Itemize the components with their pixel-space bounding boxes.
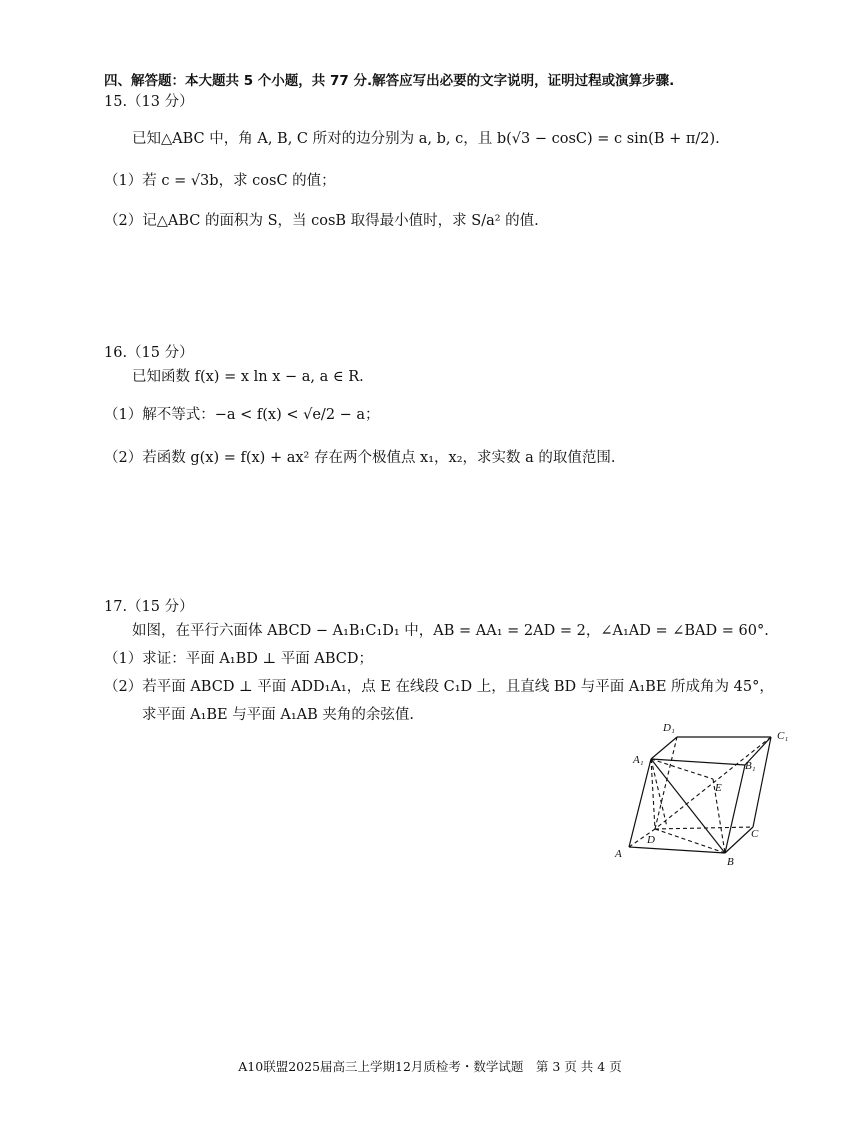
parallelepiped-figure xyxy=(605,715,815,875)
label-D1: D₁ xyxy=(663,722,675,734)
problem-15-part-1: （1）若 c = √3b，求 cosC 的值； xyxy=(104,173,336,189)
problem-16-stem: 已知函数 f(x) = x ln x − a, a ∈ R. xyxy=(132,369,364,385)
problem-15-number: 15.（13 分） xyxy=(104,94,194,110)
segment-C1-D xyxy=(655,737,771,829)
edge-A1-D1 xyxy=(651,737,677,759)
edge-D-C xyxy=(655,827,753,829)
problem-15-stem: 已知△ABC 中，角 A, B, C 所对的边分别为 a, b, c，且 b(√3 − cosC) = c sin(B + π/2). xyxy=(132,131,720,147)
edge-B-B1 xyxy=(725,765,745,853)
label-C: C xyxy=(751,828,759,840)
problem-17-number: 17.（15 分） xyxy=(104,599,194,615)
section-header: 四、解答题：本大题共 5 个小题，共 77 分.解答应写出必要的文字说明，证明过程或演算步骤. xyxy=(104,73,675,89)
problem-16-part-1: （1）解不等式：−a < f(x) < √e/2 − a； xyxy=(104,407,380,423)
edge-B-C xyxy=(725,827,753,853)
label-B: B xyxy=(727,856,734,868)
label-B1: B₁ xyxy=(745,760,756,772)
problem-17-stem: 如图，在平行六面体 ABCD − A₁B₁C₁D₁ 中，AB = AA₁ = 2AD = 2，∠A₁AD = ∠BAD = 60°. xyxy=(132,623,769,639)
edge-D-D1 xyxy=(655,737,677,829)
problem-17-part-1: （1）求证：平面 A₁BD ⊥ 平面 ABCD； xyxy=(104,651,373,667)
page-footer: A10联盟2025届高三上学期12月质检考・数学试题 第 3 页 共 4 页 xyxy=(238,1059,622,1074)
problem-16-part-2: （2）若函数 g(x) = f(x) + ax² 存在两个极值点 x₁，x₂，求实数 a 的取值范围. xyxy=(104,450,616,466)
edge-C1-C xyxy=(753,737,771,827)
label-C1: C₁ xyxy=(777,730,789,742)
problem-17-part-2: （2）若平面 ABCD ⊥ 平面 ADD₁A₁，点 E 在线段 C₁D 上，且直线 BD 与平面 A₁BE 所成角为 45°， xyxy=(104,679,774,695)
label-E: E xyxy=(715,782,722,794)
label-A1: A₁ xyxy=(633,754,644,766)
label-D: D xyxy=(647,834,655,846)
label-A: A xyxy=(615,848,622,860)
problem-16-number: 16.（15 分） xyxy=(104,345,194,361)
problem-15-part-2: （2）记△ABC 的面积为 S，当 cosB 取得最小值时，求 S/a² 的值. xyxy=(104,213,539,229)
problem-17-part-2-continued: 求平面 A₁BE 与平面 A₁AB 夹角的余弦值. xyxy=(142,707,414,723)
edge-A1-B xyxy=(651,759,725,853)
